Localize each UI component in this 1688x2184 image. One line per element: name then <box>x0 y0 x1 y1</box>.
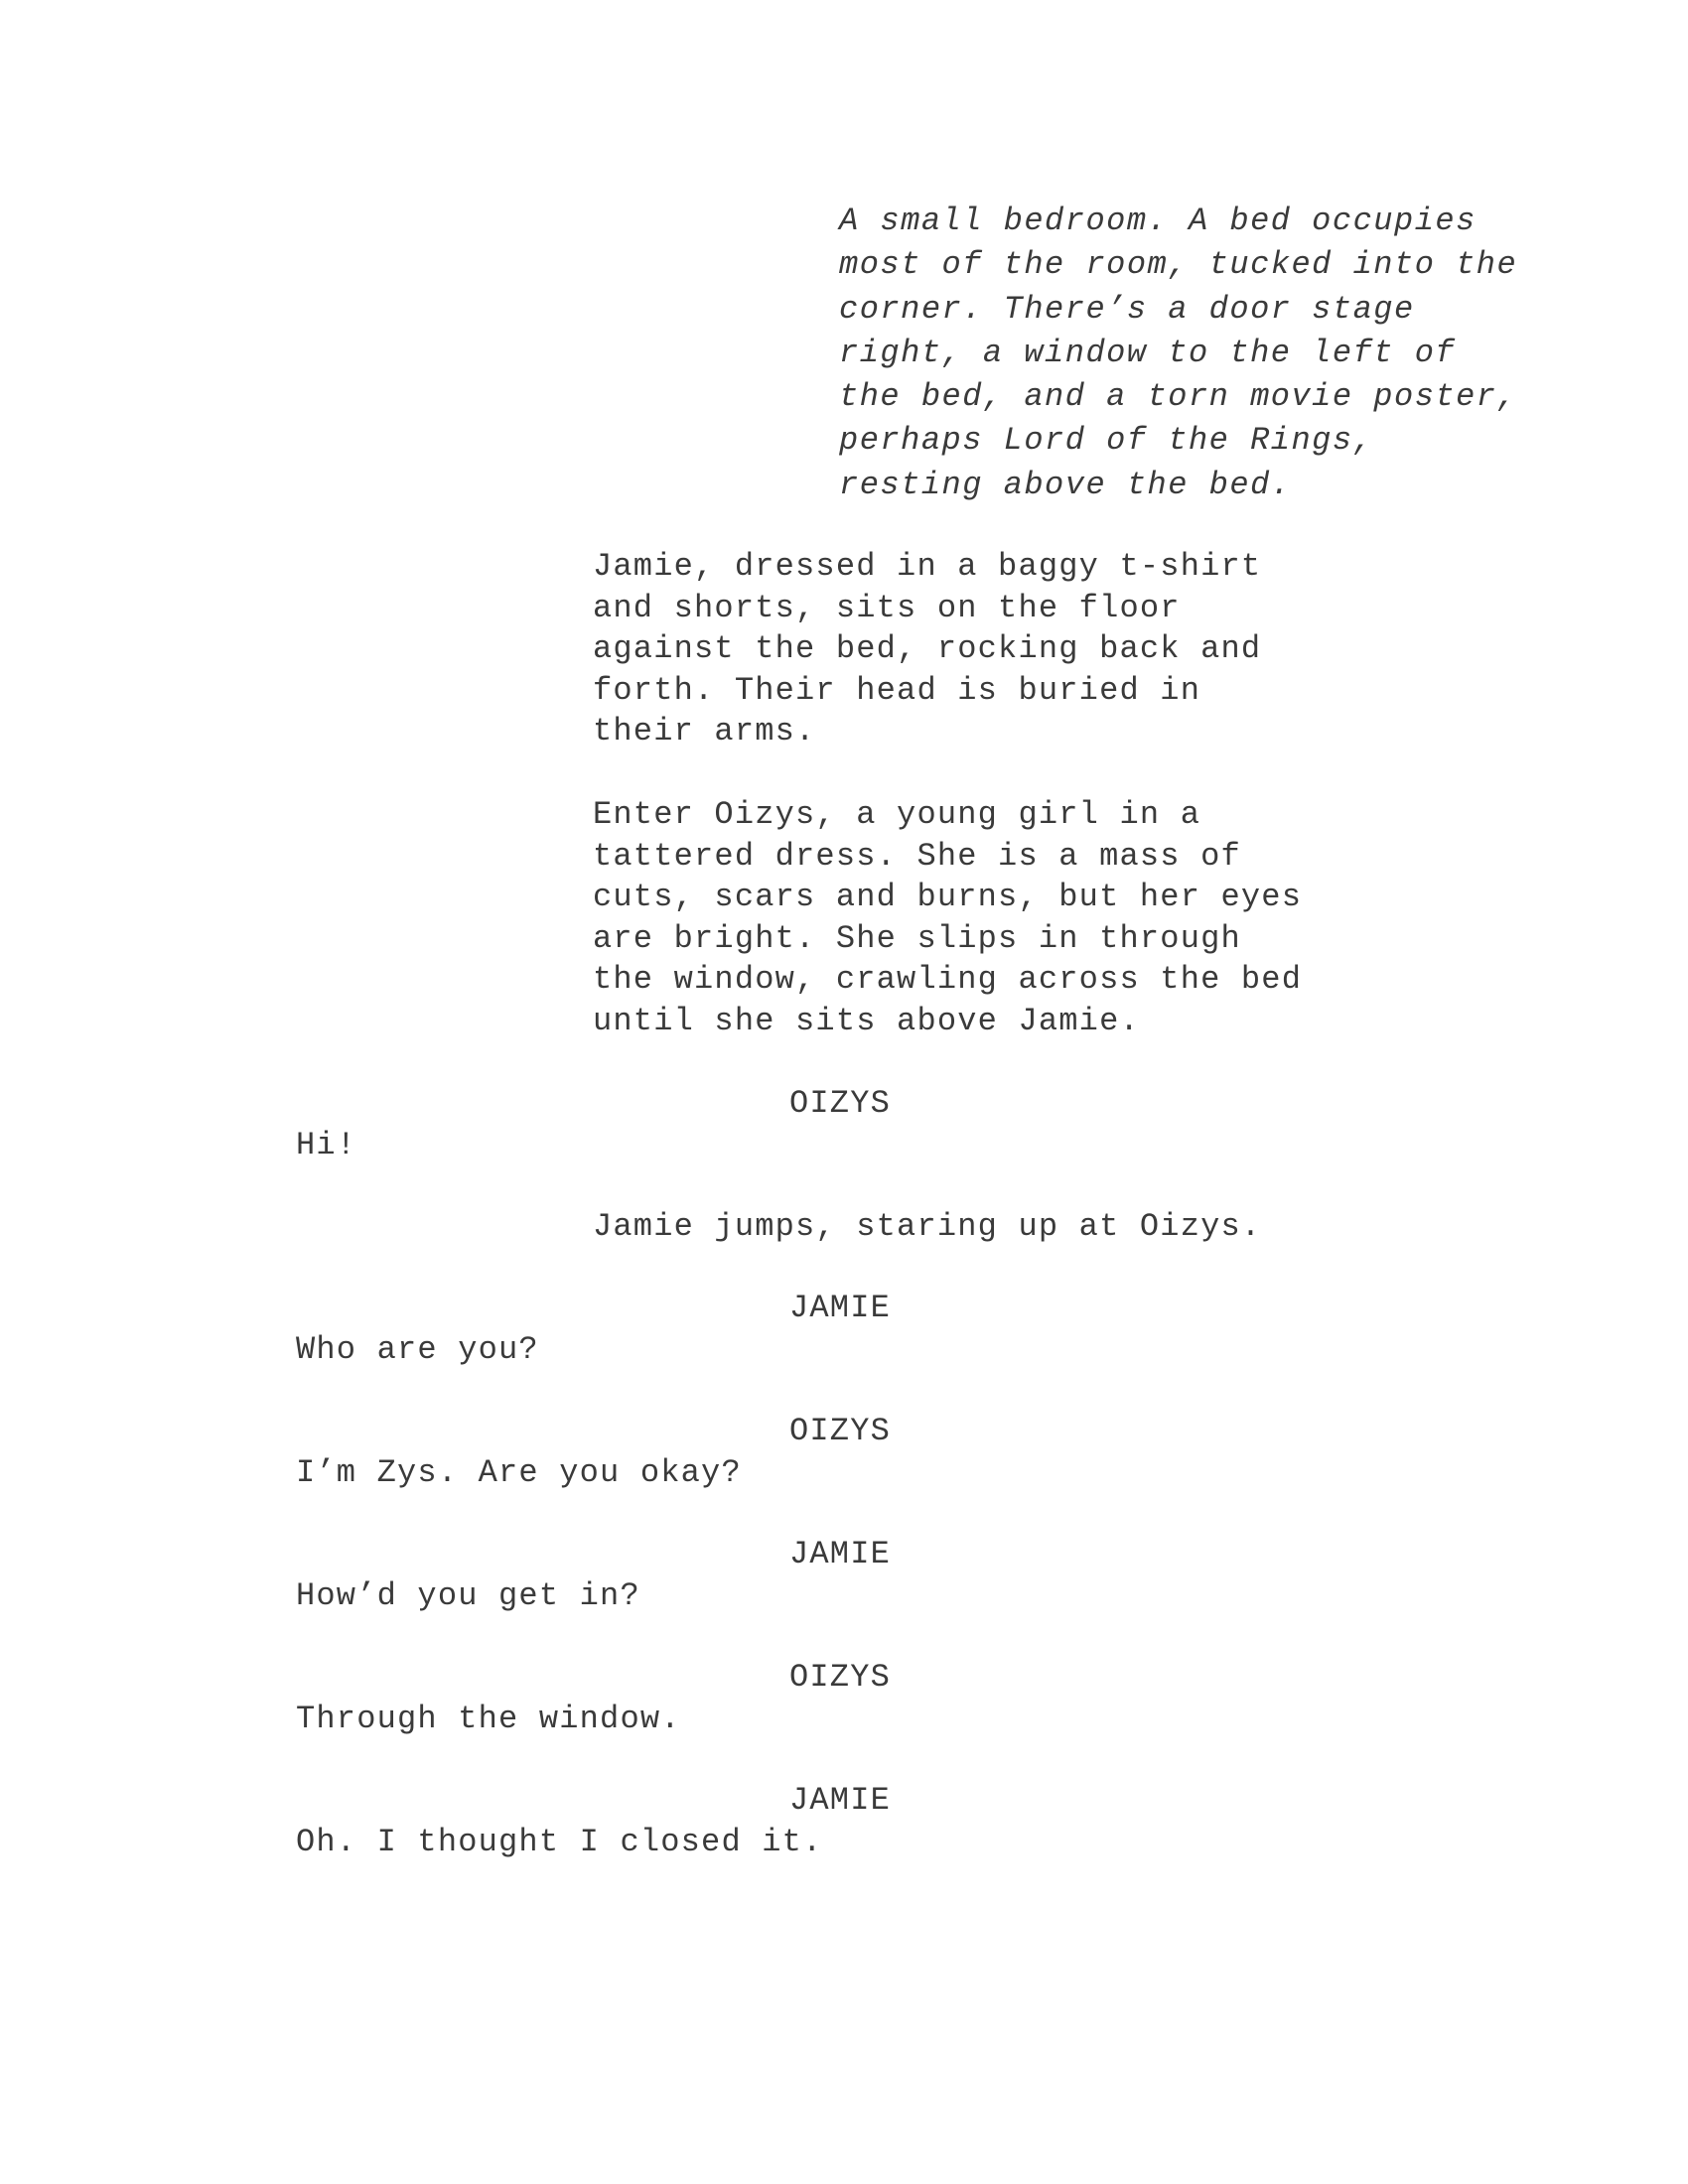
dialogue-line: Hi! <box>296 1127 357 1163</box>
character-name: OIZYS <box>789 1085 892 1122</box>
dialogue-line: I’m Zys. Are you okay? <box>296 1454 742 1491</box>
direction-line: and shorts, sits on the floor <box>593 589 1181 626</box>
direction-line: forth. Their head is buried in <box>593 671 1201 709</box>
direction-line: the window, crawling across the bed <box>593 961 1303 998</box>
stage-direction: Jamie jumps, staring up at Oizys. <box>593 1208 1262 1245</box>
character-name: OIZYS <box>789 1413 892 1449</box>
setting-line: most of the room, tucked into the <box>839 246 1518 284</box>
setting-line: A small bedroom. A bed occupies <box>839 203 1477 239</box>
dialogue-line: How’d you get in? <box>296 1577 640 1614</box>
setting-line: perhaps Lord of the Rings, <box>839 422 1374 460</box>
stage-direction-jamie <box>593 546 1261 752</box>
dialogue-line: Through the window. <box>296 1701 681 1737</box>
setting-line: right, a window to the left of <box>839 334 1457 371</box>
setting-description <box>839 200 1517 507</box>
setting-line: resting above the bed. <box>839 466 1292 503</box>
stage-direction-oizys-enters <box>593 794 1302 1041</box>
character-name: OIZYS <box>789 1659 892 1696</box>
character-name: JAMIE <box>789 1536 892 1572</box>
direction-line: Enter Oizys, a young girl in a <box>593 796 1201 833</box>
direction-line: their arms. <box>593 713 816 750</box>
direction-line: cuts, scars and burns, but her eyes <box>593 879 1303 915</box>
setting-line: the bed, and a torn movie poster, <box>839 378 1518 416</box>
dialogue-line: Oh. I thought I closed it. <box>296 1824 823 1860</box>
character-name: JAMIE <box>789 1290 892 1326</box>
direction-line: against the bed, rocking back and <box>593 630 1262 667</box>
direction-line: are bright. She slips in through <box>593 919 1241 957</box>
direction-line: until she sits above Jamie. <box>593 1002 1140 1039</box>
character-name: JAMIE <box>789 1782 892 1819</box>
direction-line: tattered dress. She is a mass of <box>593 837 1241 875</box>
direction-line: Jamie, dressed in a baggy t-shirt <box>593 548 1262 585</box>
setting-line: corner. There’s a door stage <box>839 290 1415 328</box>
dialogue-line: Who are you? <box>296 1331 539 1368</box>
